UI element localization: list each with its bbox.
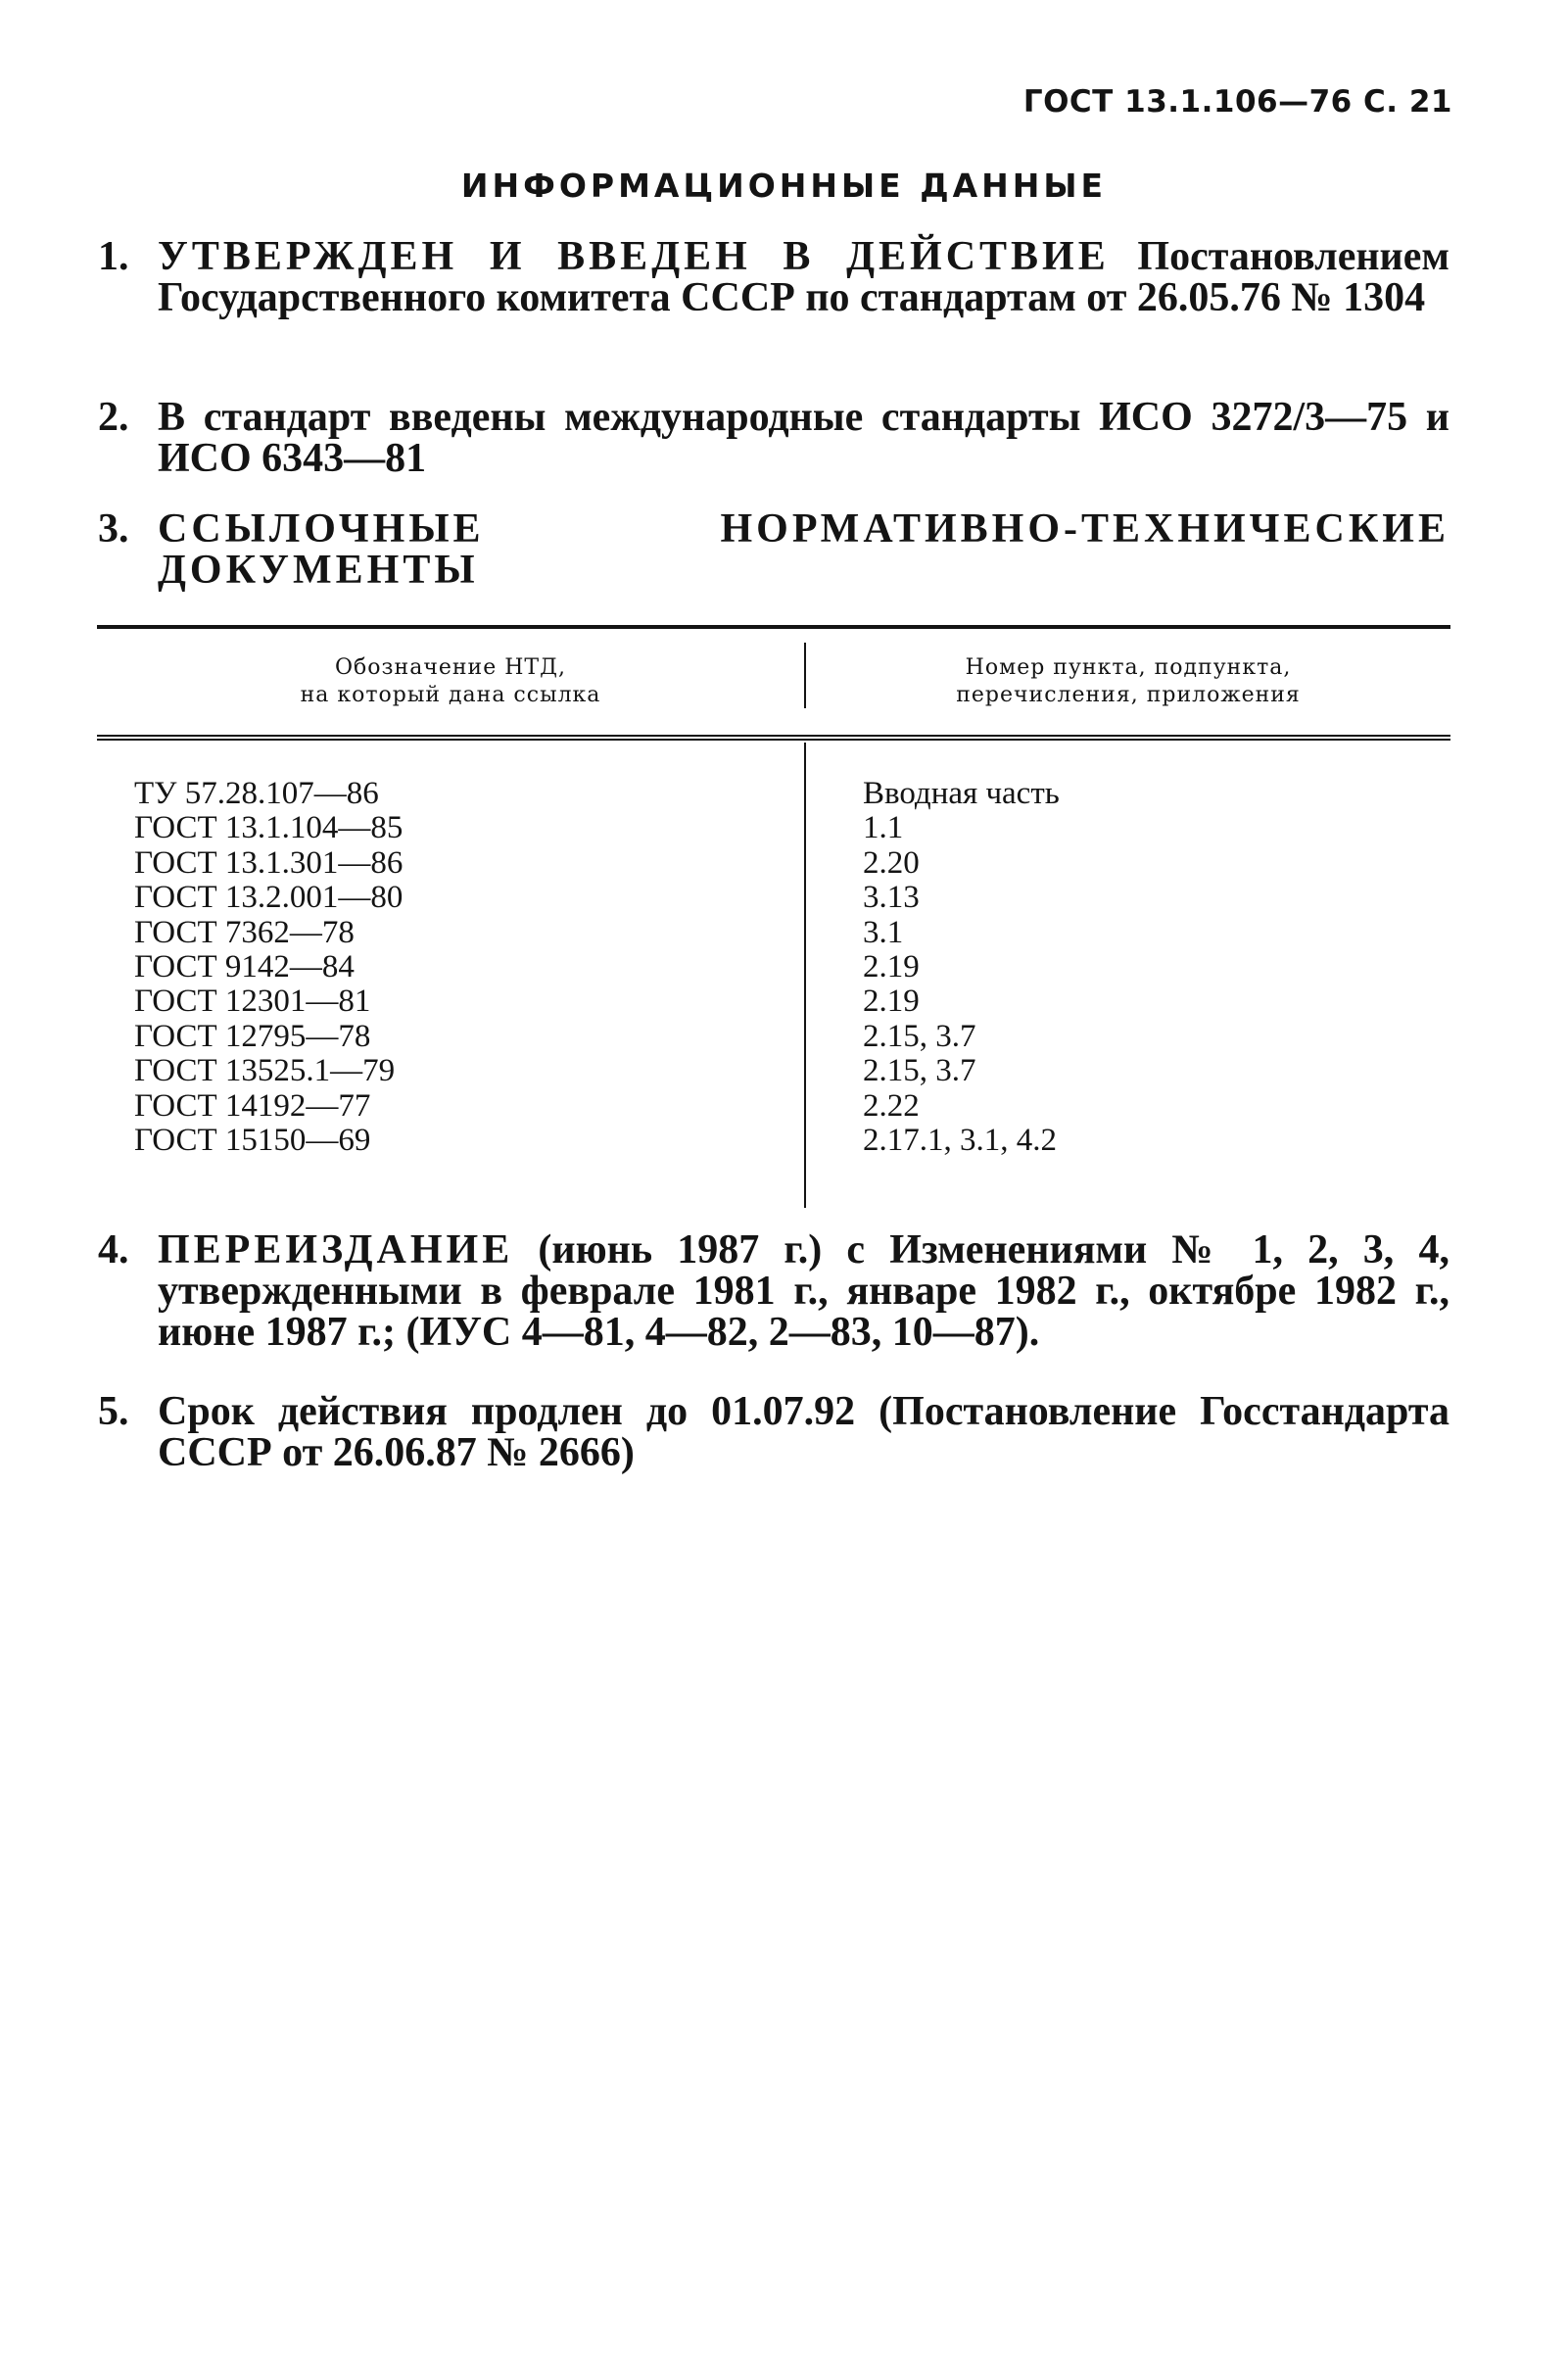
info-item-4: [98, 1229, 1449, 1353]
table-clause-column: [863, 777, 1060, 1158]
table-cell-clause: 2.22: [863, 1087, 920, 1124]
table-cell-clause: 1.1: [863, 810, 904, 846]
header-line: Номер пункта, подпункта,: [965, 655, 1292, 680]
info-item-1: [98, 236, 1449, 318]
item-text: В стандарт введены международные стандарты ИСО 3272/3—75 и ИСО 6343—81: [158, 395, 1449, 481]
table-header-doc: [97, 654, 804, 709]
info-item-5: [98, 1391, 1449, 1473]
item-body: [158, 1229, 1449, 1353]
table-cell-doc: ГОСТ 12301—81: [134, 984, 371, 1020]
table-cell-doc: ГОСТ 13.2.001—80: [134, 880, 404, 916]
table-header-rule: [97, 735, 1450, 741]
table-cell-doc: ГОСТ 13.1.301—86: [134, 844, 404, 881]
item-body: [158, 236, 1449, 318]
item-caps: УТВЕРЖДЕН И ВВЕДЕН В ДЕЙСТВИЕ: [158, 234, 1110, 279]
item-body: [158, 1391, 1449, 1473]
table-cell-clause: 2.20: [863, 844, 920, 881]
table-cell-clause: Вводная часть: [863, 776, 1060, 811]
table-cell-doc: ГОСТ 12795—78: [134, 1018, 371, 1054]
item-text: ССЫЛОЧНЫЕ НОРМАТИВНО-ТЕХНИЧЕСКИЕ ДОКУМЕНТЫ: [158, 506, 1449, 593]
item-number: 1.: [98, 234, 129, 279]
section-title: ИНФОРМАЦИОННЫЕ ДАННЫЕ: [460, 167, 1108, 205]
item-text: (июнь 1987 г.) с Изменениями № 1, 2, 3, 4, утвержденными в феврале 1981 г., январе 1982 г., октябре 1982 г., июне 1987 г.; (ИУС 4—81, 4—82, 2—83, 10—87).: [158, 1227, 1449, 1355]
item-number: 5.: [98, 1389, 129, 1434]
table-cell-clause: 3.1: [863, 914, 904, 950]
item-number: 4.: [98, 1227, 129, 1273]
item-number: 3.: [98, 506, 129, 552]
item-body: [158, 397, 1449, 479]
table-cell-doc: ГОСТ 13.1.104—85: [134, 810, 404, 846]
table-doc-column: [134, 777, 403, 1158]
table-cell-clause: 2.19: [863, 984, 920, 1020]
info-item-2: [98, 397, 1449, 479]
table-cell-clause: 2.17.1, 3.1, 4.2: [863, 1123, 1057, 1159]
table-cell-doc: ГОСТ 13525.1—79: [134, 1053, 396, 1089]
item-caps: ПЕРЕИЗДАНИЕ: [158, 1227, 514, 1273]
item-number: 2.: [98, 395, 129, 440]
table-top-rule: [97, 625, 1450, 629]
item-body: [158, 508, 1449, 591]
item-text: Постановлением Государственного комитета СССР по стандартам от 26.05.76 № 1304: [158, 234, 1449, 320]
table-cell-doc: ГОСТ 14192—77: [134, 1087, 371, 1124]
item-text: Срок действия продлен до 01.07.92 (Постановление Госстандарта СССР от 26.06.87 № 2666): [158, 1389, 1449, 1475]
table-cell-clause: 2.19: [863, 949, 920, 985]
table-cell-doc: ГОСТ 9142—84: [134, 949, 355, 985]
table-cell-clause: 2.15, 3.7: [863, 1053, 976, 1089]
page-header: ГОСТ 13.1.106—76 С. 21: [1022, 84, 1452, 120]
reference-table: [97, 625, 1450, 1213]
table-cell-doc: ТУ 57.28.107—86: [134, 776, 379, 811]
table-body-divider: [804, 743, 806, 1208]
header-line: Обозначение НТД,: [335, 655, 566, 680]
table-cell-doc: ГОСТ 7362—78: [134, 914, 355, 950]
table-cell-clause: 2.15, 3.7: [863, 1018, 976, 1054]
header-line: перечисления, приложения: [956, 683, 1301, 707]
table-header-clause: [806, 654, 1450, 709]
table-cell-clause: 3.13: [863, 880, 920, 916]
header-line: на который дана ссылка: [300, 683, 601, 707]
table-cell-doc: ГОСТ 15150—69: [134, 1123, 371, 1159]
info-item-3: [98, 508, 1449, 591]
